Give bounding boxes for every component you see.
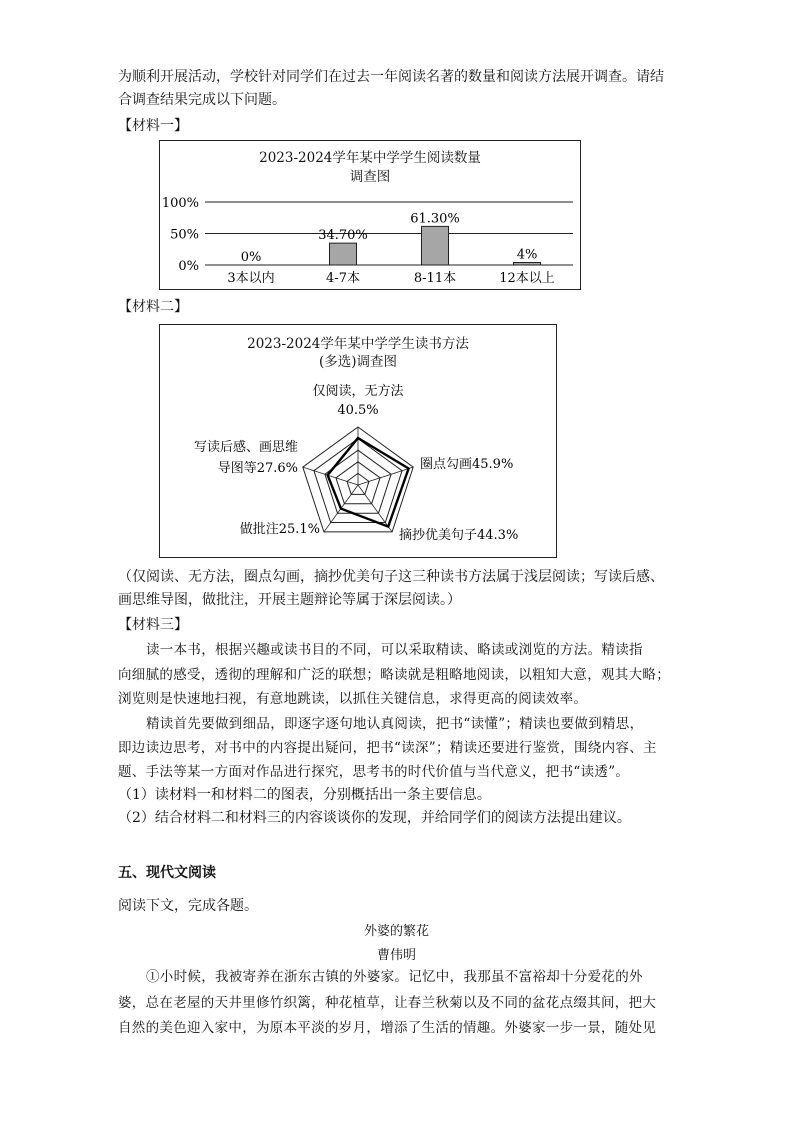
bar-x-tick-label: 12本以上	[499, 271, 555, 286]
intro-line-2: 合调查结果完成以下问题。	[118, 92, 286, 108]
radar-label-bottom-right: 摘抄优美句子44.3%	[399, 528, 519, 543]
section-5-heading: 五、现代文阅读	[118, 865, 216, 881]
chart1-title-line-2: 调查图	[349, 169, 391, 185]
bar	[514, 262, 541, 265]
article-author: 曹伟明	[376, 948, 416, 963]
material-3-label: 【材料三】	[118, 617, 188, 633]
article-title: 外婆的繁花	[363, 924, 429, 939]
intro-line-1: 为顺利开展活动，学校针对同学们在过去一年阅读名著的数量和阅读方法展开调查。请结	[118, 69, 664, 85]
reading-quantity-chart	[159, 140, 581, 290]
bar-data-label: 4%	[516, 247, 538, 263]
bar-y-tick-label: 100%	[161, 196, 199, 211]
bar-data-label: 34.70%	[318, 228, 368, 244]
question-1: （1）读材料一和材料二的图表，分别概括出一条主要信息。	[118, 787, 491, 803]
bar-x-tick-label: 4-7本	[326, 271, 360, 286]
article-paragraph-line-1: ①小时候，我被寄养在浙东古镇的外婆家。记忆中，我那虽不富裕却十分爱花的外	[146, 969, 643, 985]
material3-line-4: 精读首先要做到细品，即逐字逐句地认真阅读，把书“读懂”；精读也要做到精思，	[146, 716, 644, 732]
material3-line-5: 即边读边思考，对书中的内容提出疑问，把书“读深”；精读还要进行鉴赏，围绕内容、主	[118, 740, 657, 756]
bar-y-tick-label: 50%	[170, 227, 199, 243]
material-2-label: 【材料二】	[118, 299, 188, 315]
radar-label-top-value: 40.5%	[337, 403, 379, 418]
article-paragraph-line-2: 婆，总在老屋的天井里修竹织篱，种花植草，让春兰秋菊以及不同的盆花点缀其间，把大	[118, 995, 657, 1011]
question-2: （2）结合材料二和材料三的内容谈谈你的发现，并给同学们的阅读方法提出建议。	[118, 810, 631, 826]
radar-chart-plot	[160, 325, 556, 557]
radar-label-left-line-2: 导图等27.6%	[217, 461, 298, 476]
bar-x-tick-label: 3本以内	[227, 271, 275, 286]
material3-line-3: 浏览则是快速地扫视，有意地跳读，以抓住关键信息，求得更高的阅读效率。	[118, 691, 588, 707]
bar-data-label: 61.30%	[410, 211, 460, 227]
bar-x-tick-label: 8-11本	[413, 271, 457, 286]
chart1-title-line-1: 2023-2024学年某中学学生阅读数量	[259, 150, 481, 166]
radar-label-bottom-left: 做批注25.1%	[239, 522, 320, 537]
section-5-instruction: 阅读下文，完成各题。	[118, 898, 258, 914]
material3-line-2: 向细腻的感受，透彻的理解和广泛的联想；略读就是粗略地阅读，以粗知大意，观其大略；	[118, 667, 670, 683]
bar	[330, 243, 357, 265]
article-paragraph-line-3: 自然的美色迎入家中，为原本平淡的岁月，增添了生活的情趣。外婆家一步一景，随处见	[118, 1020, 657, 1036]
radar-label-left-line-1: 写读后感、画思维	[193, 440, 298, 455]
material-1-label: 【材料一】	[118, 118, 188, 134]
bar-y-tick-label: 0%	[178, 259, 199, 274]
bar	[422, 226, 449, 265]
note-line-2: 画思维导图，做批注，开展主题辩论等属于深层阅读。）	[118, 592, 461, 608]
chart2-title-line-1: 2023-2024学年某中学学生读书方法	[247, 336, 469, 352]
material3-line-1: 读一本书，根据兴趣或读书目的不同，可以采取精读、略读或浏览的方法。精读指	[146, 642, 643, 658]
reading-method-chart	[159, 324, 557, 558]
material3-line-6: 题、手法等某一方面对作品进行探究，思考书的时代价值与当代意义，把书“读透”。	[118, 764, 630, 780]
chart2-title-line-2: (多选)调查图	[318, 354, 398, 370]
radar-label-top-name: 仅阅读，无方法	[312, 384, 404, 399]
note-line-1: （仅阅读、无方法，圈点勾画，摘抄优美句子这三种读书方法属于浅层阅读；写读后感、	[118, 569, 664, 585]
bar-data-label: 0%	[240, 250, 262, 265]
bar-chart-plot	[160, 141, 580, 289]
radar-label-right: 圈点勾画45.9%	[420, 457, 514, 472]
